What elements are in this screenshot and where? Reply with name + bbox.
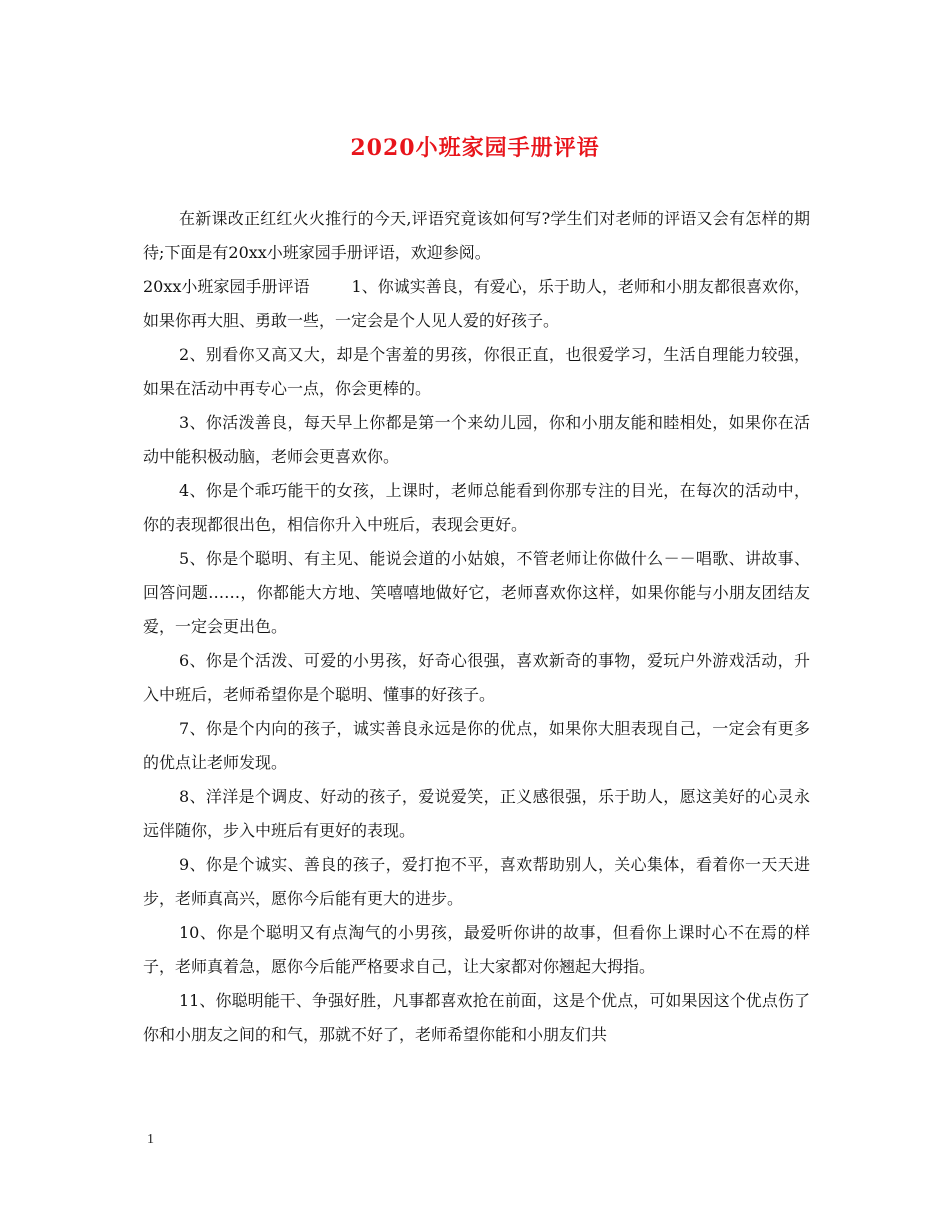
comment-item-10: 10、你是个聪明又有点淘气的小男孩，最爱听你讲的故事，但看你上课时心不在焉的样子，老师真着急，愿你今后能严格要求自己，让大家都对你翘起大拇指。 (143, 923, 810, 976)
comment-item-6: 6、你是个活泼、可爱的小男孩，好奇心很强，喜欢新奇的事物，爱玩户外游戏活动，升入中班后，老师希望你是个聪明、懂事的好孩子。 (143, 651, 810, 704)
comment-item-8: 8、洋洋是个调皮、好动的孩子，爱说爱笑，正义感很强，乐于助人，愿这美好的心灵永远伴随你，步入中班后有更好的表现。 (143, 787, 810, 840)
comment-item-9: 9、你是个诚实、善良的孩子，爱打抱不平，喜欢帮助别人，关心集体，看着你一天天进步，老师真高兴，愿你今后能有更大的进步。 (143, 855, 810, 908)
page-number: 1 (147, 1132, 154, 1147)
intro-paragraph: 在新课改正红红火火推行的今天,评语究竟该如何写?学生们对老师的评语又会有怎样的期待;下面是有20xx小班家园手册评语，欢迎参阅。 (143, 209, 810, 262)
first-comment-paragraph (143, 270, 810, 338)
comment-item-11: 11、你聪明能干、争强好胜，凡事都喜欢抢在前面，这是个优点，可如果因这个优点伤了你和小朋友之间的和气，那就不好了，老师希望你能和小朋友们共 (143, 991, 810, 1044)
comment-item-4: 4、你是个乖巧能干的女孩，上课时，老师总能看到你那专注的目光，在每次的活动中，你的表现都很出色，相信你升入中班后，表现会更好。 (143, 481, 810, 534)
comment-item-5: 5、你是个聪明、有主见、能说会道的小姑娘，不管老师让你做什么－－唱歌、讲故事、回答问题……，你都能大方地、笑嘻嘻地做好它，老师喜欢你这样，如果你能与小朋友团结友爱，一定会更出色。 (143, 549, 810, 636)
section-heading: 20xx小班家园手册评语 (143, 277, 310, 296)
comment-item-7: 7、你是个内向的孩子，诚实善良永远是你的优点，如果你大胆表现自己，一定会有更多的优点让老师发现。 (143, 719, 810, 772)
comment-item-2: 2、别看你又高又大，却是个害羞的男孩，你很正直，也很爱学习，生活自理能力较强，如果在活动中再专心一点，你会更棒的。 (143, 345, 810, 398)
comment-item-3: 3、你活泼善良，每天早上你都是第一个来幼儿园，你和小朋友能和睦相处，如果你在活动中能积极动脑，老师会更喜欢你。 (143, 413, 810, 466)
document-body (143, 202, 810, 1052)
document-title: 2020小班家园手册评语 (350, 135, 600, 161)
comment-item-1: 1、你诚实善良，有爱心，乐于助人，老师和小朋友都很喜欢你，如果你再大胆、勇敢一些，一定会是个人见人爱的好孩子。 (143, 277, 810, 330)
